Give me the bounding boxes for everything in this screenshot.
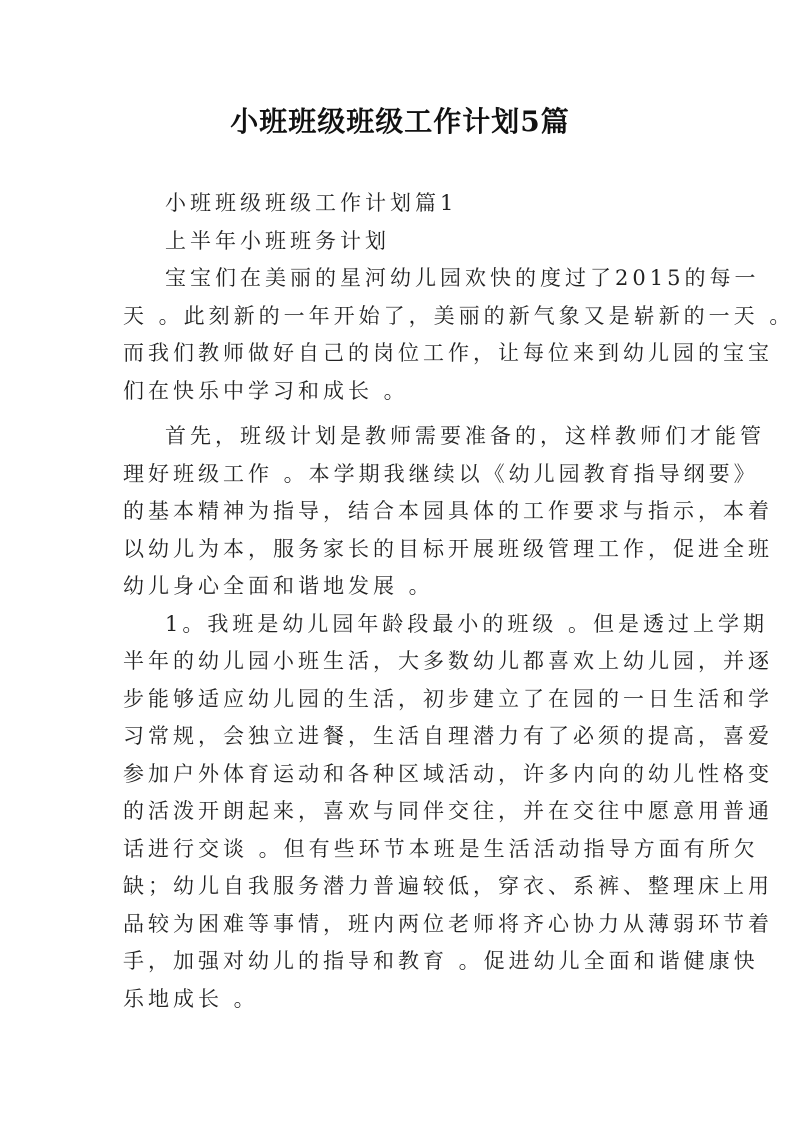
paragraph-line: 理好班级工作 。本学期我继续以《幼儿园教育指导纲要》	[123, 461, 759, 486]
paragraph	[123, 418, 773, 606]
paragraph-line: 们在快乐中学习和成长 。	[123, 378, 409, 403]
paragraph-line: 半年的幼儿园小班生活，大多数幼儿都喜欢上幼儿园，并逐	[123, 649, 773, 673]
sub-heading-text: 上半年小班班务计划	[165, 228, 390, 253]
paragraph	[123, 260, 795, 410]
paragraph-line: 1。我班是幼儿园年龄段最小的班级 。但是透过上学期	[165, 611, 769, 636]
paragraph-line: 天 。此刻新的一年开始了，美丽的新气象又是崭新的一天 。	[123, 303, 795, 328]
paragraph-line: 话进行交谈 。但有些环节本班是生活活动指导方面有所欠	[123, 836, 759, 861]
paragraph-line: 步能够适应幼儿园的生活，初步建立了在园的一日生活和学	[123, 686, 773, 711]
paragraph-line: 的基本精神为指导，结合本园具体的工作要求与指示，本着	[123, 499, 773, 523]
paragraph	[123, 606, 773, 1019]
paragraph-line: 手，加强对幼儿的指导和教育 。促进幼儿全面和谐健康快	[123, 949, 759, 973]
paragraph-line: 以幼儿为本，服务家长的目标开展班级管理工作，促进全班	[123, 536, 773, 561]
paragraph-line: 的活泼开朗起来，喜欢与同伴交往，并在交往中愿意用普通	[123, 799, 773, 823]
document-title: 小班班级班级工作计划5篇	[230, 105, 570, 138]
paragraph-line: 宝宝们在美丽的星河幼儿园欢快的度过了2015的每一	[165, 266, 760, 290]
paragraph-line: 品较为困难等事情，班内两位老师将齐心协力从薄弱环节着	[123, 911, 773, 936]
paragraph-line: 幼儿身心全面和谐地发展 。	[123, 574, 434, 598]
paragraph-line: 首先，班级计划是教师需要准备的，这样教师们才能管	[165, 424, 765, 448]
section-heading	[123, 185, 677, 223]
paragraph-line: 而我们教师做好自己的岗位工作，让每位来到幼儿园的宝宝	[123, 341, 773, 365]
paragraph-line: 习常规，会独立进餐，生活自理潜力有了必须的提高，喜爱	[123, 724, 773, 748]
document-body	[123, 185, 795, 1018]
section-heading-text: 小班班级班级工作计划篇1	[165, 191, 458, 215]
sub-heading	[123, 223, 677, 261]
paragraph-line: 乐地成长 。	[123, 986, 259, 1011]
paragraph-line: 参加户外体育运动和各种区域活动，许多内向的幼儿性格变	[123, 761, 773, 786]
paragraph-line: 缺；幼儿自我服务潜力普遍较低，穿衣、系裤、整理床上用	[123, 874, 773, 898]
